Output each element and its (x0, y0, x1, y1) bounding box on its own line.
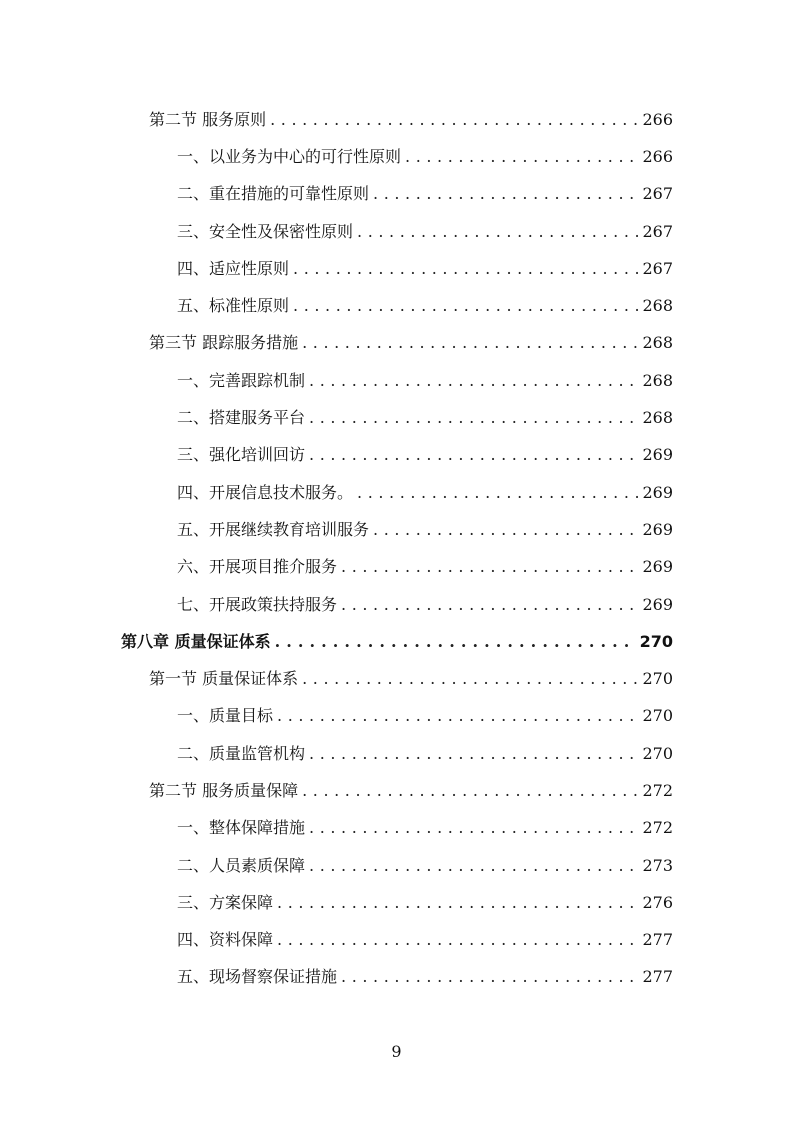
toc-entry-line (0, 595, 673, 615)
toc-entry-page: 269 (642, 594, 673, 614)
toc-entry-title: 二、人员素质保障 (177, 855, 306, 875)
toc-leader-dots (309, 408, 638, 428)
toc-subsection-entry[interactable] (0, 511, 793, 548)
toc-subsection-entry[interactable] (0, 399, 793, 436)
toc-leader-dots (405, 147, 638, 167)
toc-leader-dots (293, 259, 638, 279)
toc-entry-line (0, 856, 673, 876)
toc-entry-line (0, 408, 673, 428)
toc-entry-line (0, 147, 673, 167)
toc-entry-title: 四、资料保障 (177, 930, 274, 950)
toc-leader-dots (309, 445, 638, 465)
toc-subsection-entry[interactable] (0, 176, 793, 213)
toc-entry-page: 270 (639, 631, 673, 651)
toc-entry-page: 277 (642, 930, 673, 950)
toc-leader-dots (293, 296, 638, 316)
toc-entry-line (0, 445, 673, 465)
toc-leader-dots (309, 371, 638, 391)
toc-subsection-entry[interactable] (0, 213, 793, 250)
toc-leader-dots (373, 520, 638, 540)
toc-entry-page: 267 (642, 258, 673, 278)
toc-section-entry[interactable] (0, 101, 793, 138)
toc-entry-page: 268 (642, 333, 673, 353)
toc-entry-title: 第八章 质量保证体系 (121, 631, 271, 651)
toc-entry-page: 267 (642, 184, 673, 204)
toc-entry-page: 272 (642, 780, 673, 800)
toc-section-entry[interactable] (0, 772, 793, 809)
toc-subsection-entry[interactable] (0, 810, 793, 847)
toc-entry-page: 267 (642, 221, 673, 241)
toc-leader-dots (357, 222, 638, 242)
toc-subsection-entry[interactable] (0, 884, 793, 921)
toc-entry-line (0, 632, 673, 652)
toc-subsection-entry[interactable] (0, 138, 793, 175)
toc-entry-page: 269 (642, 557, 673, 577)
toc-leader-dots (277, 930, 638, 950)
toc-entry-title: 三、安全性及保密性原则 (177, 221, 354, 241)
toc-subsection-entry[interactable] (0, 959, 793, 996)
toc-entry-page: 270 (642, 669, 673, 689)
toc-leader-dots (302, 669, 638, 689)
toc-subsection-entry[interactable] (0, 287, 793, 324)
toc-entry-title: 第三节 跟踪服务措施 (149, 333, 299, 353)
toc-entry-title: 七、开展政策扶持服务 (177, 594, 338, 614)
toc-entry-line (0, 557, 673, 577)
toc-entry-title: 二、重在措施的可靠性原则 (177, 184, 370, 204)
toc-entry-line (0, 110, 673, 130)
toc-entry-page: 270 (642, 706, 673, 726)
toc-entry-page: 273 (642, 855, 673, 875)
toc-entry-page: 276 (642, 892, 673, 912)
toc-leader-dots (309, 856, 638, 876)
toc-leader-dots (277, 706, 638, 726)
toc-entry-title: 五、标准性原则 (177, 296, 290, 316)
toc-entry-line (0, 184, 673, 204)
toc-entry-line (0, 520, 673, 540)
toc-entry-title: 一、质量目标 (177, 706, 274, 726)
toc-leader-dots (270, 110, 638, 130)
toc-entry-title: 六、开展项目推介服务 (177, 557, 338, 577)
toc-leader-dots (275, 632, 636, 652)
toc-entry-title: 第一节 质量保证体系 (149, 669, 299, 689)
toc-leader-dots (373, 184, 638, 204)
toc-section-entry[interactable] (0, 660, 793, 697)
toc-entry-page: 268 (642, 370, 673, 390)
toc-entry-title: 三、方案保障 (177, 892, 274, 912)
toc-entry-page: 269 (642, 445, 673, 465)
toc-section-entry[interactable] (0, 325, 793, 362)
toc-entry-title: 一、以业务为中心的可行性原则 (177, 146, 402, 166)
toc-entry-page: 272 (642, 818, 673, 838)
toc-leader-dots (341, 595, 638, 615)
toc-leader-dots (341, 967, 638, 987)
toc-entry-line (0, 333, 673, 353)
toc-entry-page: 270 (642, 743, 673, 763)
toc-entry-title: 三、强化培训回访 (177, 445, 306, 465)
toc-entry-title: 四、开展信息技术服务。 (177, 482, 354, 502)
toc-entry-title: 第二节 服务质量保障 (149, 780, 299, 800)
toc-subsection-entry[interactable] (0, 735, 793, 772)
toc-leader-dots (302, 333, 638, 353)
toc-subsection-entry[interactable] (0, 250, 793, 287)
toc-entry-page: 269 (642, 519, 673, 539)
toc-subsection-entry[interactable] (0, 362, 793, 399)
toc-subsection-entry[interactable] (0, 474, 793, 511)
toc-subsection-entry[interactable] (0, 922, 793, 959)
toc-entry-page: 268 (642, 408, 673, 428)
toc-entry-page: 277 (642, 967, 673, 987)
toc-entry-line (0, 967, 673, 987)
toc-subsection-entry[interactable] (0, 847, 793, 884)
toc-entry-line (0, 483, 673, 503)
toc-subsection-entry[interactable] (0, 698, 793, 735)
toc-entry-title: 五、开展继续教育培训服务 (177, 519, 370, 539)
toc-leader-dots (302, 781, 638, 801)
toc-entry-title: 二、质量监管机构 (177, 743, 306, 763)
toc-entry-page: 268 (642, 296, 673, 316)
toc-entry-title: 二、搭建服务平台 (177, 408, 306, 428)
toc-entry-line (0, 818, 673, 838)
toc-subsection-entry[interactable] (0, 549, 793, 586)
toc-entry-page: 266 (642, 146, 673, 166)
toc-entry-line (0, 893, 673, 913)
table-of-contents (0, 101, 793, 996)
toc-entry-line (0, 669, 673, 689)
toc-entry-title: 五、现场督察保证措施 (177, 967, 338, 987)
toc-entry-line (0, 744, 673, 764)
toc-entry-line (0, 371, 673, 391)
toc-entry-title: 一、整体保障措施 (177, 818, 306, 838)
toc-entry-line (0, 781, 673, 801)
page-number: 9 (391, 1042, 402, 1061)
toc-entry-title: 四、适应性原则 (177, 258, 290, 278)
toc-leader-dots (357, 483, 638, 503)
toc-subsection-entry[interactable] (0, 437, 793, 474)
toc-entry-page: 266 (642, 109, 673, 129)
toc-leader-dots (309, 744, 638, 764)
toc-entry-title: 一、完善跟踪机制 (177, 370, 306, 390)
toc-leader-dots (277, 893, 638, 913)
toc-leader-dots (341, 557, 638, 577)
toc-chapter-entry[interactable] (0, 623, 793, 660)
toc-leader-dots (309, 818, 638, 838)
toc-entry-line (0, 222, 673, 242)
toc-subsection-entry[interactable] (0, 586, 793, 623)
toc-entry-line (0, 296, 673, 316)
toc-entry-line (0, 259, 673, 279)
toc-entry-line (0, 930, 673, 950)
toc-entry-title: 第二节 服务原则 (149, 109, 267, 129)
toc-entry-page: 269 (642, 482, 673, 502)
toc-entry-line (0, 706, 673, 726)
